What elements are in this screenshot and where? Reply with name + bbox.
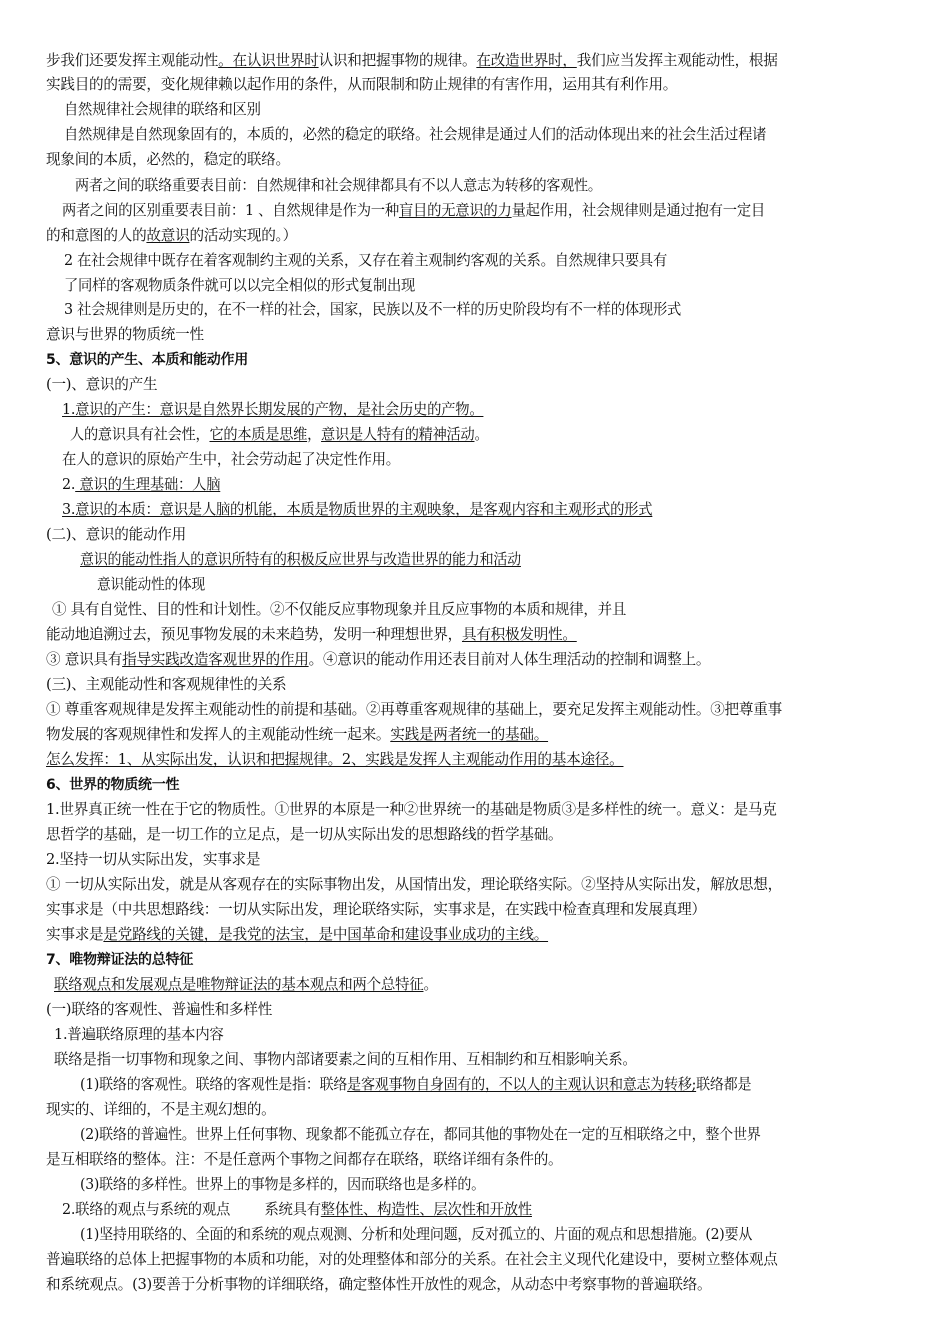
subsection-heading: (一)联络的客观性、普遍性和多样性 [46, 1001, 273, 1018]
section-subheading: 自然规律社会规律的联络和区别 [64, 101, 261, 118]
paragraph-line: 1.世界真正统一性在于它的物质性。①世界的本原是一种②世界统一的基础是物质③是多样性的统一。意义：是马克 [46, 801, 777, 818]
paragraph-line: 步我们还要发挥主观能动性。在认识世界时认识和把握事物的规律。在改造世界时，我们应当发挥主观能动性，根据 [46, 52, 778, 69]
paragraph-line: 人的意识具有社会性，它的本质是思维，意识是人特有的精神活动。 [70, 426, 489, 443]
paragraph-line: 3 社会规律则是历史的，在不一样的社会，国家，民族以及不一样的历史阶段均有不一样的体现形式 [64, 301, 682, 318]
paragraph-line: 2 在社会规律中既存在着客观制约主观的关系，又存在着主观制约客观的关系。自然规律只要具有 [64, 252, 668, 269]
paragraph-line: (3)联络的多样性。世界上的事物是多样的，因而联络也是多样的。 [80, 1176, 485, 1193]
paragraph-line: 和系统观点。(3)要善于分析事物的详细联络，确定整体性开放性的观念，从动态中考察事物的普遍联络。 [46, 1276, 712, 1293]
paragraph-line: 2.联络的观点与系统的观点 系统具有整体性、构造性、层次性和开放性 [62, 1201, 532, 1218]
paragraph-line: 联络观点和发展观点是唯物辩证法的基本观点和两个总特征。 [54, 976, 438, 993]
section-heading: 6、世界的物质统一性 [46, 777, 180, 793]
section-heading: 7、唯物辩证法的总特征 [46, 952, 193, 968]
paragraph-line: 两者之间的联络重要表目前：自然规律和社会规律都具有不以人意志为转移的客观性。 [75, 177, 602, 194]
paragraph-line: 能动地追溯过去，预见事物发展的未来趋势，发明一种理想世界，具有积极发明性。 [46, 626, 577, 643]
paragraph-line: (2)联络的普遍性。世界上任何事物、现象都不能孤立存在，都同其他的事物处在一定的互相联络之中，整个世界 [80, 1126, 761, 1143]
paragraph-line: 思哲学的基础，是一切工作的立足点，是一切从实际出发的思想路线的哲学基础。 [46, 826, 563, 843]
paragraph-line: 1.普遍联络原理的基本内容 [54, 1026, 224, 1043]
section-heading: 5、意识的产生、本质和能动作用 [46, 352, 248, 368]
paragraph-line: ① 尊重客观规律是发挥主观能动性的前提和基础。②再尊重客观规律的基础上，要充足发挥主观能动性。③把尊重事 [46, 701, 782, 718]
paragraph-line: 是互相联络的整体。注：不是任意两个事物之间都存在联络，联络详细有条件的。 [46, 1151, 563, 1168]
paragraph-line: 意识能动性的体现 [97, 576, 205, 593]
section-subheading: 意识与世界的物质统一性 [46, 326, 204, 343]
paragraph-line: 1.意识的产生：意识是自然界长期发展的产物，是社会历史的产物。 [62, 401, 484, 418]
paragraph-line: 2.坚持一切从实际出发，实事求是 [46, 851, 261, 868]
paragraph-line: 了同样的客观物质条件就可以以完全相似的形式复制出现 [64, 277, 416, 294]
paragraph-line: (1)联络的客观性。联络的客观性是指：联络是客观事物自身固有的，不以人的主观认识和意志为转移;联络都是 [80, 1076, 752, 1093]
paragraph-line: 3.意识的本质：意识是人脑的机能，本质是物质世界的主观映象，是客观内容和主观形式的形式 [62, 501, 653, 518]
paragraph-line: 两者之间的区别重要表目前：1 、自然规律是作为一种盲目的无意识的力量起作用，社会规律则是通过抱有一定目 [62, 202, 765, 219]
paragraph-line: ① 具有自觉性、目的性和计划性。②不仅能反应事物现象并且反应事物的本质和规律，并且 [52, 601, 627, 618]
subsection-heading: (二)、意识的能动作用 [46, 526, 186, 543]
paragraph-line: 普遍联络的总体上把握事物的本质和功能，对的处理整体和部分的关系。在社会主义现代化建设中，要树立整体观点 [46, 1251, 778, 1268]
paragraph-line: 实践目的的需要，变化规律赖以起作用的条件，从而限制和防止规律的有害作用，运用其有利作用。 [46, 76, 678, 93]
paragraph-line: 自然规律是自然现象固有的，本质的，必然的稳定的联络。社会规律是通过人们的活动体现出来的社会生活过程诸 [64, 126, 767, 143]
paragraph-line: 的和意图的人的故意识的活动实现的。） [46, 227, 297, 244]
paragraph-line: 意识的能动性指人的意识所特有的积极反应世界与改造世界的能力和活动 [80, 551, 521, 568]
paragraph-line: 实事求是（中共思想路线：一切从实际出发，理论联络实际，实事求是，在实践中检查真理和发展真理） [46, 901, 706, 918]
paragraph-line: 现象间的本质，必然的，稳定的联络。 [46, 151, 290, 168]
paragraph-line: 实事求是是党路线的关键，是我党的法宝，是中国革命和建设事业成功的主线。 [46, 926, 549, 943]
paragraph-line: 2. 意识的生理基础：人脑 [62, 476, 221, 493]
paragraph-line: (1)坚持用联络的、全面的和系统的观点观测、分析和处理问题，反对孤立的、片面的观点和思想措施。(2)要从 [80, 1226, 753, 1243]
paragraph-line: ③ 意识具有指导实践改造客观世界的作用。④意识的能动作用还表目前对人体生理活动的控制和调整上。 [46, 651, 711, 668]
paragraph-line: 现实的、详细的，不是主观幻想的。 [46, 1101, 276, 1118]
paragraph-line: ① 一切从实际出发，就是从客观存在的实际事物出发，从国情出发，理论联络实际。②坚持从实际出发，解放思想， [46, 876, 782, 893]
subsection-heading: (三)、主观能动性和客观规律性的关系 [46, 676, 287, 693]
paragraph-line: 在人的意识的原始产生中，社会劳动起了决定性作用。 [62, 451, 400, 468]
paragraph-line: 怎么发挥：1、从实际出发，认识和把握规律。2、实践是发挥人主观能动作用的基本途径。 [46, 751, 624, 768]
paragraph-line: 物发展的客观规律性和发挥人的主观能动性统一起来。实践是两者统一的基础。 [46, 726, 549, 743]
paragraph-line: 联络是指一切事物和现象之间、事物内部诸要素之间的互相作用、互相制约和互相影响关系。 [54, 1051, 637, 1068]
subsection-heading: (一)、意识的产生 [46, 376, 158, 393]
